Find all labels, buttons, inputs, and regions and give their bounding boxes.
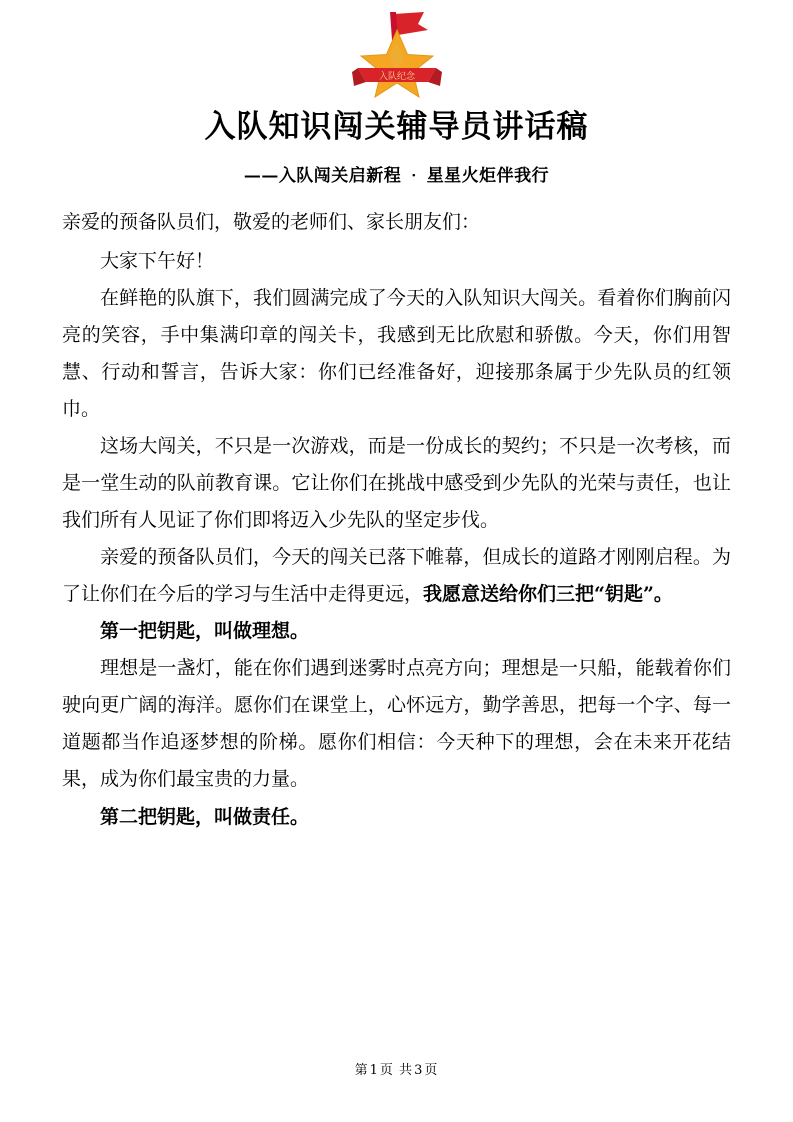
body-paragraph-2: 在鲜艳的队旗下，我们圆满完成了今天的入队知识大闯关。看着你们胸前闪亮的笑容，手中集满印章的闯关卡，我感到无比欣慰和骄傲。今天，你们用智慧、行动和誓言，告诉大家：你们已经准备好，迎接那条属于少先队员的红领巾。: [62, 286, 731, 420]
body-paragraph-1: 大家下午好！: [100, 249, 215, 272]
subtitle-separator-dot: ·: [411, 168, 417, 185]
subtitle-right-text: 星星火炬伴我行: [426, 165, 550, 186]
footer-current-page: 1: [369, 1063, 379, 1078]
footer-prefix: 第: [354, 1063, 369, 1078]
footer-suffix: 页: [424, 1063, 439, 1078]
page-title: 入队知识闯关辅导员讲话稿: [204, 109, 589, 145]
subtitle-left-text: ——入队闯关启新程: [243, 165, 402, 186]
footer-total-pages: 3: [414, 1063, 424, 1078]
svg-text:入队纪念: 入队纪念: [378, 72, 415, 82]
footer-middle: 页 共: [379, 1063, 414, 1078]
body-paragraph-5: 理想是一盏灯，能在你们遇到迷雾时点亮方向；理想是一只船，能载着你们驶向更广阔的海洋。愿你们在课堂上，心怀远方，勤学善思，把每一个字、每一道题都当作追逐梦想的阶梯。愿你们相信：今天种下的理想，会在未来开花结果，成为你们最宝贵的力量。: [62, 657, 731, 791]
body-paragraph-3: 这场大闯关，不只是一次游戏，而是一份成长的契约；不只是一次考核，而是一堂生动的队前教育课。它让你们在挑战中感受到少先队的光荣与责任，也让我们所有人见证了你们即将迈入少先队的坚定步伐。: [62, 435, 731, 532]
page-subtitle: [62, 161, 731, 186]
emblem-container: [62, 10, 731, 106]
body-paragraph-4-normal: 亲爱的预备队员们，今天的闯关已落下帷幕，但成长的道路才刚刚启程。为了让你们在今后的学习与生活中走得更远，: [62, 546, 731, 606]
young-pioneers-torch-emblem-icon: [332, 10, 462, 106]
salutation-line: 亲爱的预备队员们，敬爱的老师们、家长朋友们：: [62, 210, 481, 233]
body-paragraph-4-emphasis: 我愿意送给你们三把“钥匙”。: [423, 583, 673, 606]
body-heading-key-one: 第一把钥匙，叫做理想。: [100, 620, 310, 643]
page-footer: [0, 1059, 793, 1078]
body-paragraph-4: [62, 539, 731, 613]
body-heading-key-two: 第二把钥匙，叫做责任。: [100, 805, 310, 828]
